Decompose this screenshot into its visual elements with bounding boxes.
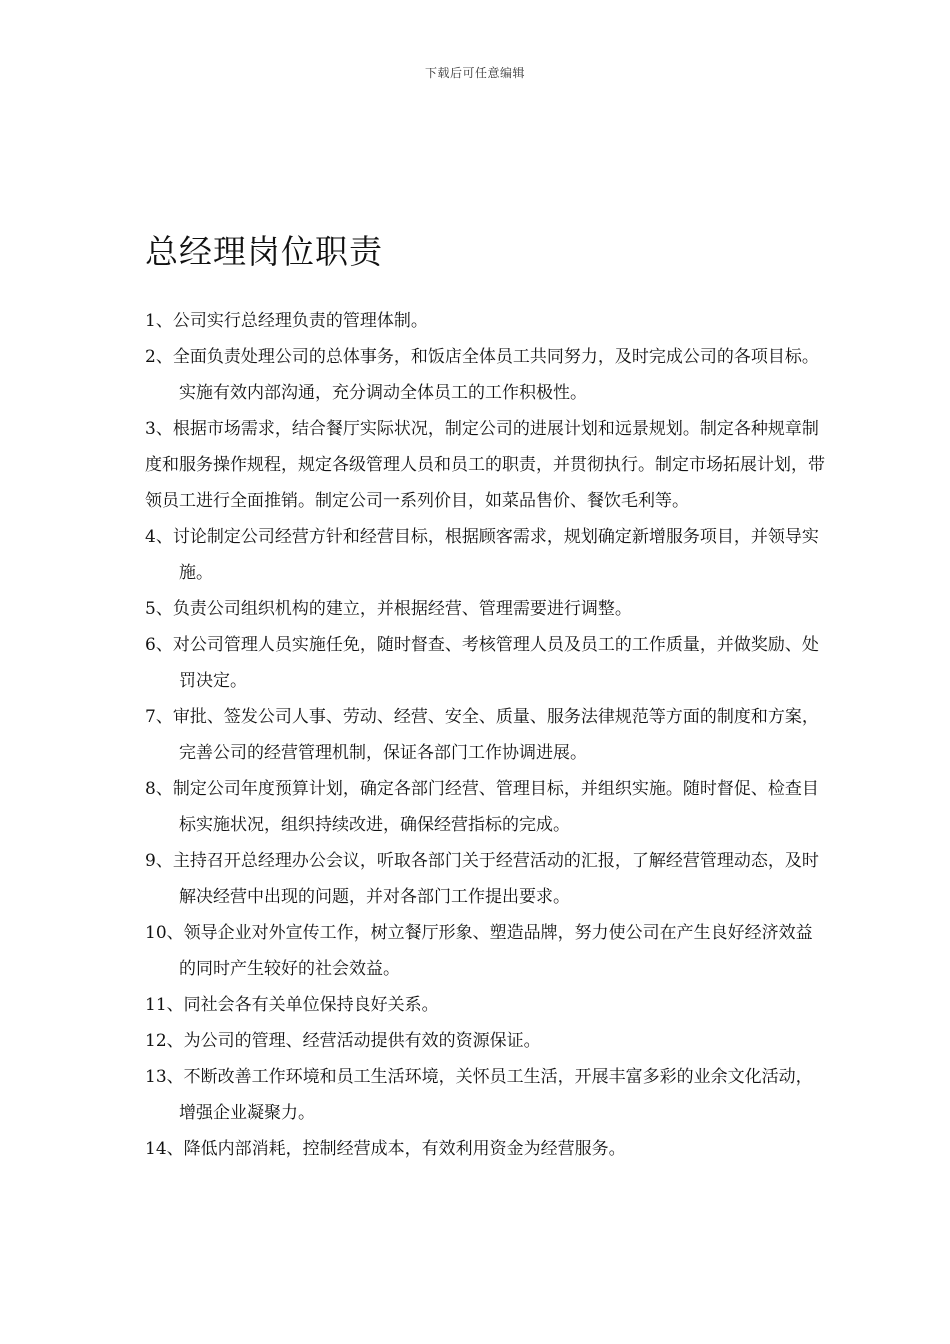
list-item: 11、同社会各有关单位保持良好关系。 bbox=[145, 995, 439, 1015]
page-header-note: 下载后可任意编辑 bbox=[424, 66, 525, 80]
list-item: 14、降低内部消耗，控制经营成本，有效利用资金为经营服务。 bbox=[145, 1139, 626, 1159]
list-item: 3、根据市场需求，结合餐厅实际状况，制定公司的进展计划和远景规划。制定各种规章制度和服务操作规程，规定各级管理人员和员工的职责，并贯彻执行。制定市场拓展计划，带领员工进行全面推销。制定公司一系列价目，如菜品售价、餐饮毛利等。 bbox=[145, 419, 825, 511]
list-item: 12、为公司的管理、经营活动提供有效的资源保证。 bbox=[145, 1031, 541, 1051]
document-title: 总经理岗位职责 bbox=[145, 232, 383, 271]
list-item: 10、领导企业对外宣传工作，树立餐厅形象、塑造品牌，努力使公司在产生良好经济效益的同时产生较好的社会效益。 bbox=[145, 923, 813, 979]
list-item: 13、不断改善工作环境和员工生活环境，关怀员工生活，开展丰富多彩的业余文化活动，增强企业凝聚力。 bbox=[145, 1067, 813, 1123]
list-item: 9、主持召开总经理办公会议，听取各部门关于经营活动的汇报，了解经营管理动态，及时解决经营中出现的问题，并对各部门工作提出要求。 bbox=[145, 851, 819, 907]
list-item: 6、对公司管理人员实施任免，随时督查、考核管理人员及员工的工作质量，并做奖励、处罚决定。 bbox=[145, 635, 819, 691]
list-item: 8、制定公司年度预算计划，确定各部门经营、管理目标，并组织实施。随时督促、检查目标实施状况，组织持续改进，确保经营指标的完成。 bbox=[145, 779, 819, 835]
list-item: 2、全面负责处理公司的总体事务，和饭店全体员工共同努力，及时完成公司的各项目标。实施有效内部沟通，充分调动全体员工的工作积极性。 bbox=[145, 347, 819, 403]
list-item: 1、公司实行总经理负责的管理体制。 bbox=[145, 311, 428, 331]
list-item: 7、审批、签发公司人事、劳动、经营、安全、质量、服务法律规范等方面的制度和方案，完善公司的经营管理机制，保证各部门工作协调进展。 bbox=[145, 707, 819, 763]
list-item: 5、负责公司组织机构的建立，并根据经营、管理需要进行调整。 bbox=[145, 599, 632, 619]
list-item: 4、讨论制定公司经营方针和经营目标，根据顾客需求，规划确定新增服务项目，并领导实施。 bbox=[145, 527, 819, 583]
responsibility-list bbox=[145, 303, 825, 1167]
